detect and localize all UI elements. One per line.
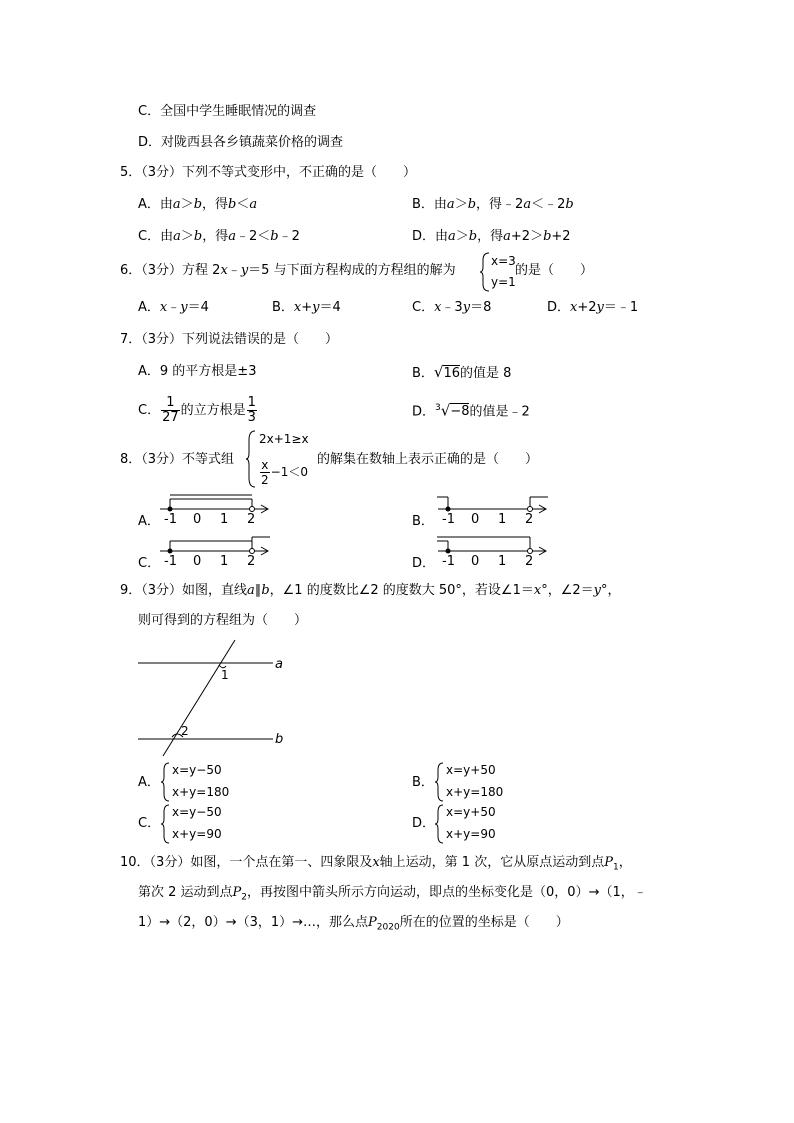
q6-system-line1: x=3 <box>491 254 516 268</box>
tick-label: 2 <box>525 554 534 569</box>
brace-icon <box>435 804 445 844</box>
tick-label: -1 <box>442 512 455 527</box>
angle-1-label: 1 <box>221 668 229 682</box>
q5-option-a: A．由a＞b，得b＜a <box>138 197 258 212</box>
q7-option-d: D．$^3$√−8的值是﹣2 <box>412 401 530 420</box>
tick-label: 1 <box>220 554 229 569</box>
q6-stem-end: 的是（ ） <box>515 263 594 278</box>
q8-system-line1: 2x+1≥x <box>259 432 309 446</box>
q8-label-b: B． <box>412 514 434 529</box>
tick-label: -1 <box>442 554 455 569</box>
fraction-1-3: $\frac{1}{3}$ <box>247 395 256 425</box>
q4-option-d: D．对陇西县各乡镇蔬菜价格的调查 <box>138 135 344 150</box>
tick-label: 0 <box>471 512 480 527</box>
q9-figure <box>135 635 295 760</box>
q8-number-line-b <box>433 490 553 530</box>
angle-2-label: 2 <box>181 724 189 738</box>
q8-system-brace <box>245 430 257 488</box>
tick-label: 1 <box>220 512 229 527</box>
tick-label: 0 <box>471 554 480 569</box>
tick-label: 0 <box>193 512 202 527</box>
q9-stem: 9．（3分）如图，直线a∥b，∠1 的度数比∠2 的度数大 50°，若设∠1＝x°，∠2＝y°， <box>120 583 621 598</box>
sqrt-symbol: √ <box>440 401 451 420</box>
label-a: a <box>275 657 283 672</box>
q9-label-a: A． <box>138 775 160 790</box>
q8-stem-end: 的解集在数轴上表示正确的是（ ） <box>317 452 539 467</box>
q6-option-d: D．x+2y＝﹣1 <box>547 300 639 315</box>
label-b: b <box>275 732 284 747</box>
cube-root-index: 3 <box>435 403 441 413</box>
q7-stem: 7．（3分）下列说法错误的是（ ） <box>120 332 339 347</box>
q6-system-brace <box>479 252 491 292</box>
tick-label: 2 <box>247 512 256 527</box>
q8-stem-pre: 8．（3分）不等式组 <box>120 452 235 467</box>
q7-option-b: B．√16的值是 8 <box>412 363 512 381</box>
q10-line3: 1）→（2，0）→（3，1）→…，那么点$P_{2020}$所在的位置的坐标是（ ） <box>138 915 569 933</box>
tick-label: 2 <box>525 512 534 527</box>
q7-option-c: C． $\frac{1}{27}$ 的立方根是 $\frac{1}{3}$ <box>138 395 256 425</box>
q7-option-a: A．9 的平方根是±3 <box>138 364 257 379</box>
q9-label-c: C． <box>138 816 161 831</box>
q6-option-b: B．x+y＝4 <box>272 300 341 315</box>
q8-number-line-d <box>433 532 553 572</box>
q9-stem-line2: 则可得到的方程组为（ ） <box>138 613 308 628</box>
q9-label-d: D． <box>412 816 436 831</box>
q5-option-b: B．由a＞b，得﹣2a＜﹣2b <box>412 197 574 212</box>
q5-option-d: D．由a＞b，得a+2＞b+2 <box>412 229 571 244</box>
tick-label: 0 <box>193 554 202 569</box>
q8-label-a: A． <box>138 514 160 529</box>
q8-system-line2: $\frac{x}{2}$ −1＜0 <box>261 458 308 487</box>
q10-line1: 10．（3分）如图，一个点在第一、四象限及x轴上运动，第 1 次，它从原点运动到点$P_1$， <box>120 855 632 873</box>
brace-icon <box>161 804 171 844</box>
tick-label: -1 <box>164 554 177 569</box>
q6-system-line2: y=1 <box>491 275 516 289</box>
q6-stem: 6．（3分）方程 2x﹣y＝5 与下面方程构成的方程组的解为 <box>120 263 456 278</box>
q8-label-c: C． <box>138 556 161 571</box>
fraction-1-27: $\frac{1}{27}$ <box>162 395 179 425</box>
tick-label: -1 <box>164 512 177 527</box>
tick-label: 1 <box>498 554 507 569</box>
q6-option-a: A．x﹣y＝4 <box>138 300 209 315</box>
tick-label: 1 <box>498 512 507 527</box>
q7-d-radicand: −8 <box>450 404 470 420</box>
q8-number-line-a <box>155 490 275 530</box>
q8-label-d: D． <box>412 556 436 571</box>
q5-option-c: C．由a＞b，得a﹣2＜b﹣2 <box>138 229 300 244</box>
q6-option-c: C．x﹣3y＝8 <box>412 300 492 315</box>
brace-icon <box>435 762 445 802</box>
tick-label: 2 <box>247 554 256 569</box>
q7-b-radicand: 16 <box>443 366 461 381</box>
q10-line2: 第次 2 运动到点$P_2$，再按图中箭头所示方向运动，即点的坐标变化是（0，0）→（1，﹣ <box>138 885 647 903</box>
q9-label-b: B． <box>412 775 434 790</box>
brace-icon <box>161 762 171 802</box>
q4-option-c: C．全国中学生睡眠情况的调查 <box>138 104 317 119</box>
sqrt-symbol: √ <box>433 363 444 381</box>
q5-stem: 5．（3分）下列不等式变形中，不正确的是（ ） <box>120 165 417 180</box>
q8-number-line-c <box>155 532 275 572</box>
